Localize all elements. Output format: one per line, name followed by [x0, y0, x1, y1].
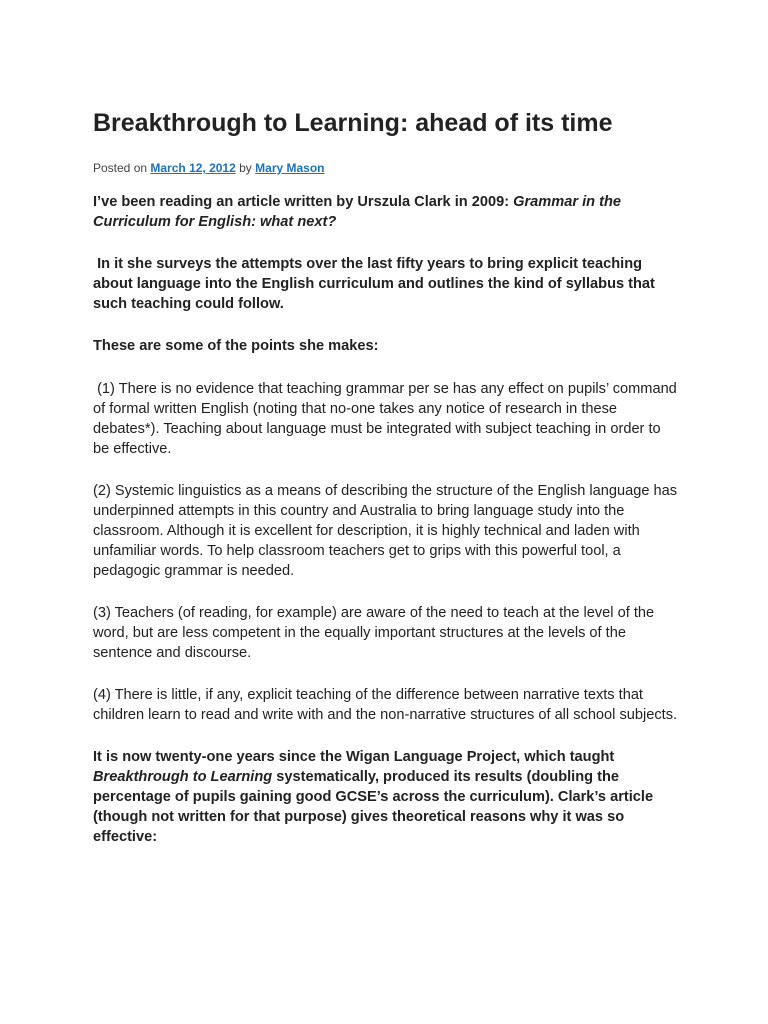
point-4: (4) There is little, if any, explicit teaching of the difference between narrative texts that children learn to read and write with and the non-narrative structures of all school subjects.	[93, 687, 678, 723]
point-1: (1) There is no evidence that teaching grammar per se has any effect on pupils’ command of formal written English (noting that no-one takes any notice of research in these debates*). Teaching about language must be integrated with subject teaching in order to be effective.	[93, 381, 681, 457]
closing-paragraph	[93, 747, 678, 847]
author-link[interactable]: Mary Mason	[255, 161, 325, 175]
points-heading: These are some of the points she makes:	[93, 338, 379, 354]
post-title: Breakthrough to Learning: ahead of its time	[93, 109, 613, 137]
posted-on-label: Posted on	[93, 161, 148, 175]
post-date-link[interactable]: March 12, 2012	[150, 161, 236, 175]
closing-after: systematically, produced its results (doubling the percentage of pupils gaining good GCSE’s across the curriculum). Clark’s article (though not written for that purpose) gives theoretical reasons why it was so effective:	[93, 769, 654, 845]
point-3: (3) Teachers (of reading, for example) are aware of the need to teach at the level of the word, but are less competent in the equally important structures at the levels of the sentence and discourse.	[93, 605, 655, 661]
article	[93, 106, 681, 847]
closing-before: It is now twenty-one years since the Wigan Language Project, which taught	[93, 749, 615, 765]
survey-paragraph: In it she surveys the attempts over the last fifty years to bring explicit teaching about language into the English curriculum and outlines the kind of syllabus that such teaching could follow.	[93, 256, 659, 312]
intro-paragraph	[93, 192, 678, 232]
by-label: by	[239, 161, 252, 175]
intro-citation: Grammar in the Curriculum for English: what next?	[93, 194, 622, 230]
post-meta	[93, 160, 678, 176]
point-2: (2) Systemic linguistics as a means of describing the structure of the English language has underpinned attempts in this country and Australia to bring language study into the classroom. Although it is excellent for description, it is highly technical and laden with unfamiliar words. To help classroom teachers get to grips with this powerful tool, a pedagogic grammar is needed.	[93, 483, 678, 579]
closing-title: Breakthrough to Learning	[93, 769, 273, 785]
intro-text: I’ve been reading an article written by Urszula Clark in 2009:	[93, 194, 514, 210]
